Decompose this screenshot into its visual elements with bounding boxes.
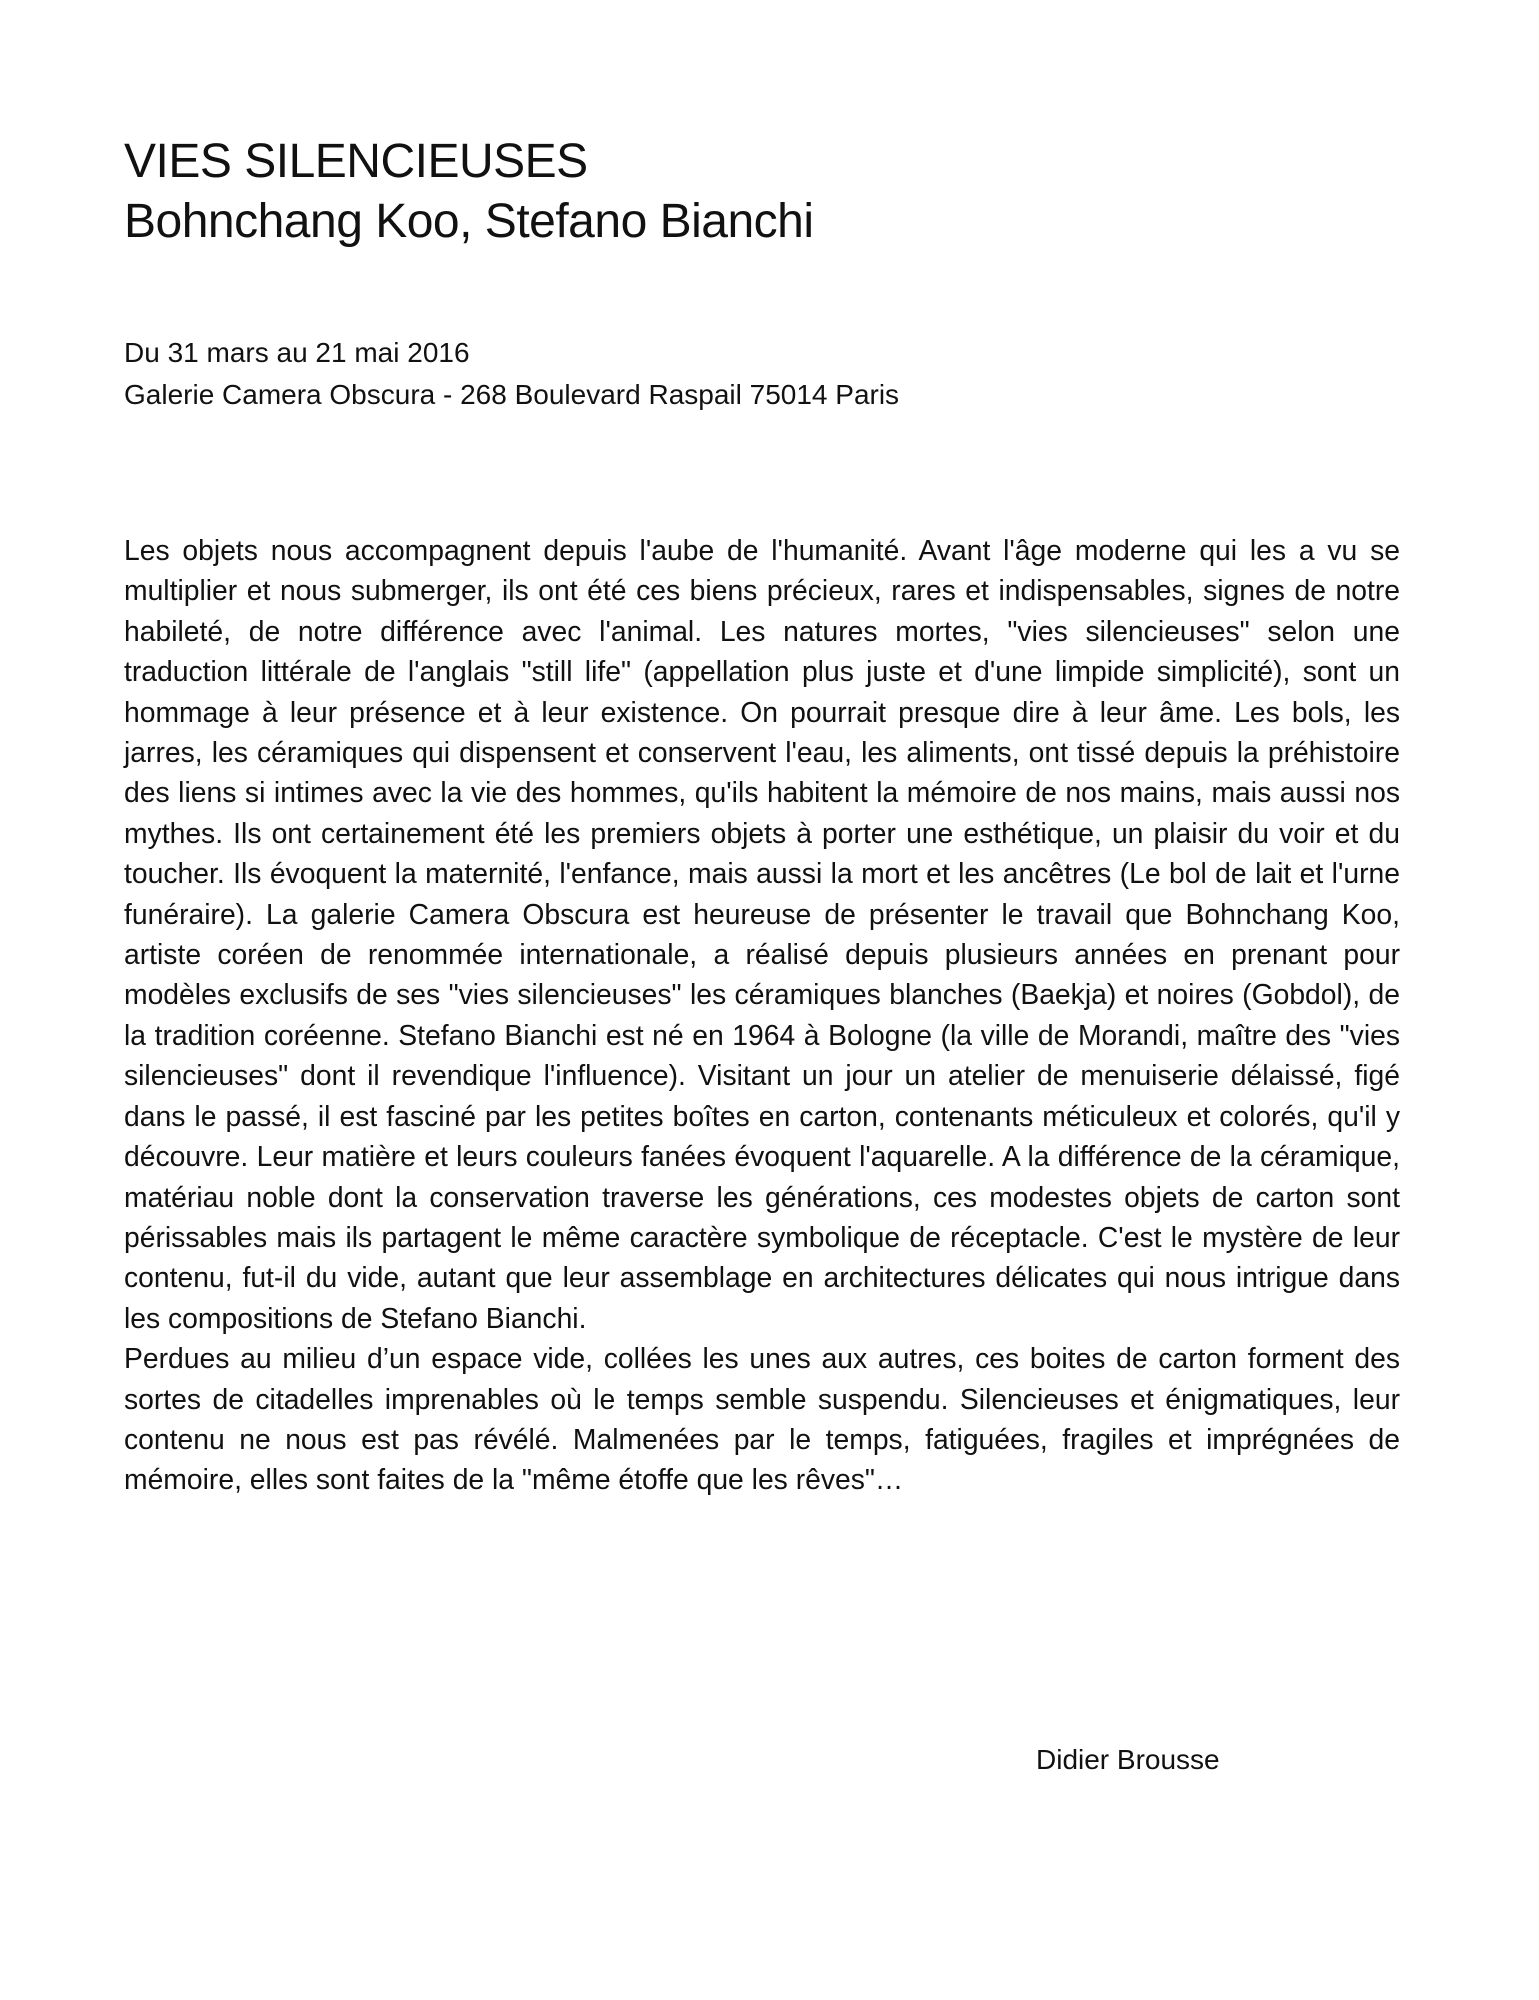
paragraph-2: Perdues au milieu d’un espace vide, collées les unes aux autres, ces boites de carton forment des sortes de citadelles imprenables où le temps semble suspendu. Silencieuses et énigmatiques, leur contenu ne nous est pas révélé. Malmenées par le temps, fatiguées, fragiles et imprégnées de mémoire, elles sont faites de la "même étoffe que les rêves"…	[124, 1342, 1400, 1496]
exhibition-artists: Bohnchang Koo, Stefano Bianchi	[124, 195, 814, 248]
exhibition-title: VIES SILENCIEUSES	[124, 135, 588, 188]
exhibition-info	[124, 332, 1404, 416]
paragraph-1: Les objets nous accompagnent depuis l'aube de l'humanité. Avant l'âge moderne qui les a vu se multiplier et nous submerger, ils ont été ces biens précieux, rares et indispensables, signes de notre habileté, de notre différence avec l'animal. Les natures mortes, "vies silencieuses" selon une traduction littérale de l'anglais "still life" (appellation plus juste et d'une limpide simplicité), sont un hommage à leur présence et à leur existence. On pourrait presque dire à leur âme. Les bols, les jarres, les céramiques qui dispensent et conservent l'eau, les aliments, ont tissé depuis la préhistoire des liens si intimes avec la vie des hommes, qu'ils habitent la mémoire de nos mains, mais aussi nos mythes. Ils ont certainement été les premiers objets à porter une esthétique, un plaisir du voir et du toucher. Ils évoquent la maternité, l'enfance, mais aussi la mort et les ancêtres (Le bol de lait et l'urne funéraire). La galerie Camera Obscura est heureuse de présenter le travail que Bohnchang Koo, artiste coréen de renommée internationale, a réalisé depuis plusieurs années en prenant pour modèles exclusifs de ses "vies silencieuses" les céramiques blanches (Baekja) et noires (Gobdol), de la tradition coréenne. Stefano Bianchi est né en 1964 à Bologne (la ville de Morandi, maître des "vies silencieuses" dont il revendique l'influence). Visitant un jour un atelier de menuiserie délaissé, figé dans le passé, il est fasciné par les petites boîtes en carton, contenants méticuleux et colorés, qu'il y découvre. Leur matière et leurs couleurs fanées évoquent l'aquarelle. A la différence de la céramique, matériau noble dont la conservation traverse les générations, ces modestes objets de carton sont périssables mais ils partagent le même caractère symbolique de réceptacle. C'est le mystère de leur contenu, fut-il du vide, autant que leur assemblage en architectures délicates qui nous intrigue dans les compositions de Stefano Bianchi.	[124, 534, 1400, 1334]
title-block	[124, 132, 1404, 252]
exhibition-venue: Galerie Camera Obscura - 268 Boulevard Raspail 75014 Paris	[124, 379, 900, 410]
exhibition-dates: Du 31 mars au 21 mai 2016	[124, 337, 470, 368]
body-text	[124, 530, 1400, 1500]
author-signature: Didier Brousse	[1036, 1744, 1220, 1775]
